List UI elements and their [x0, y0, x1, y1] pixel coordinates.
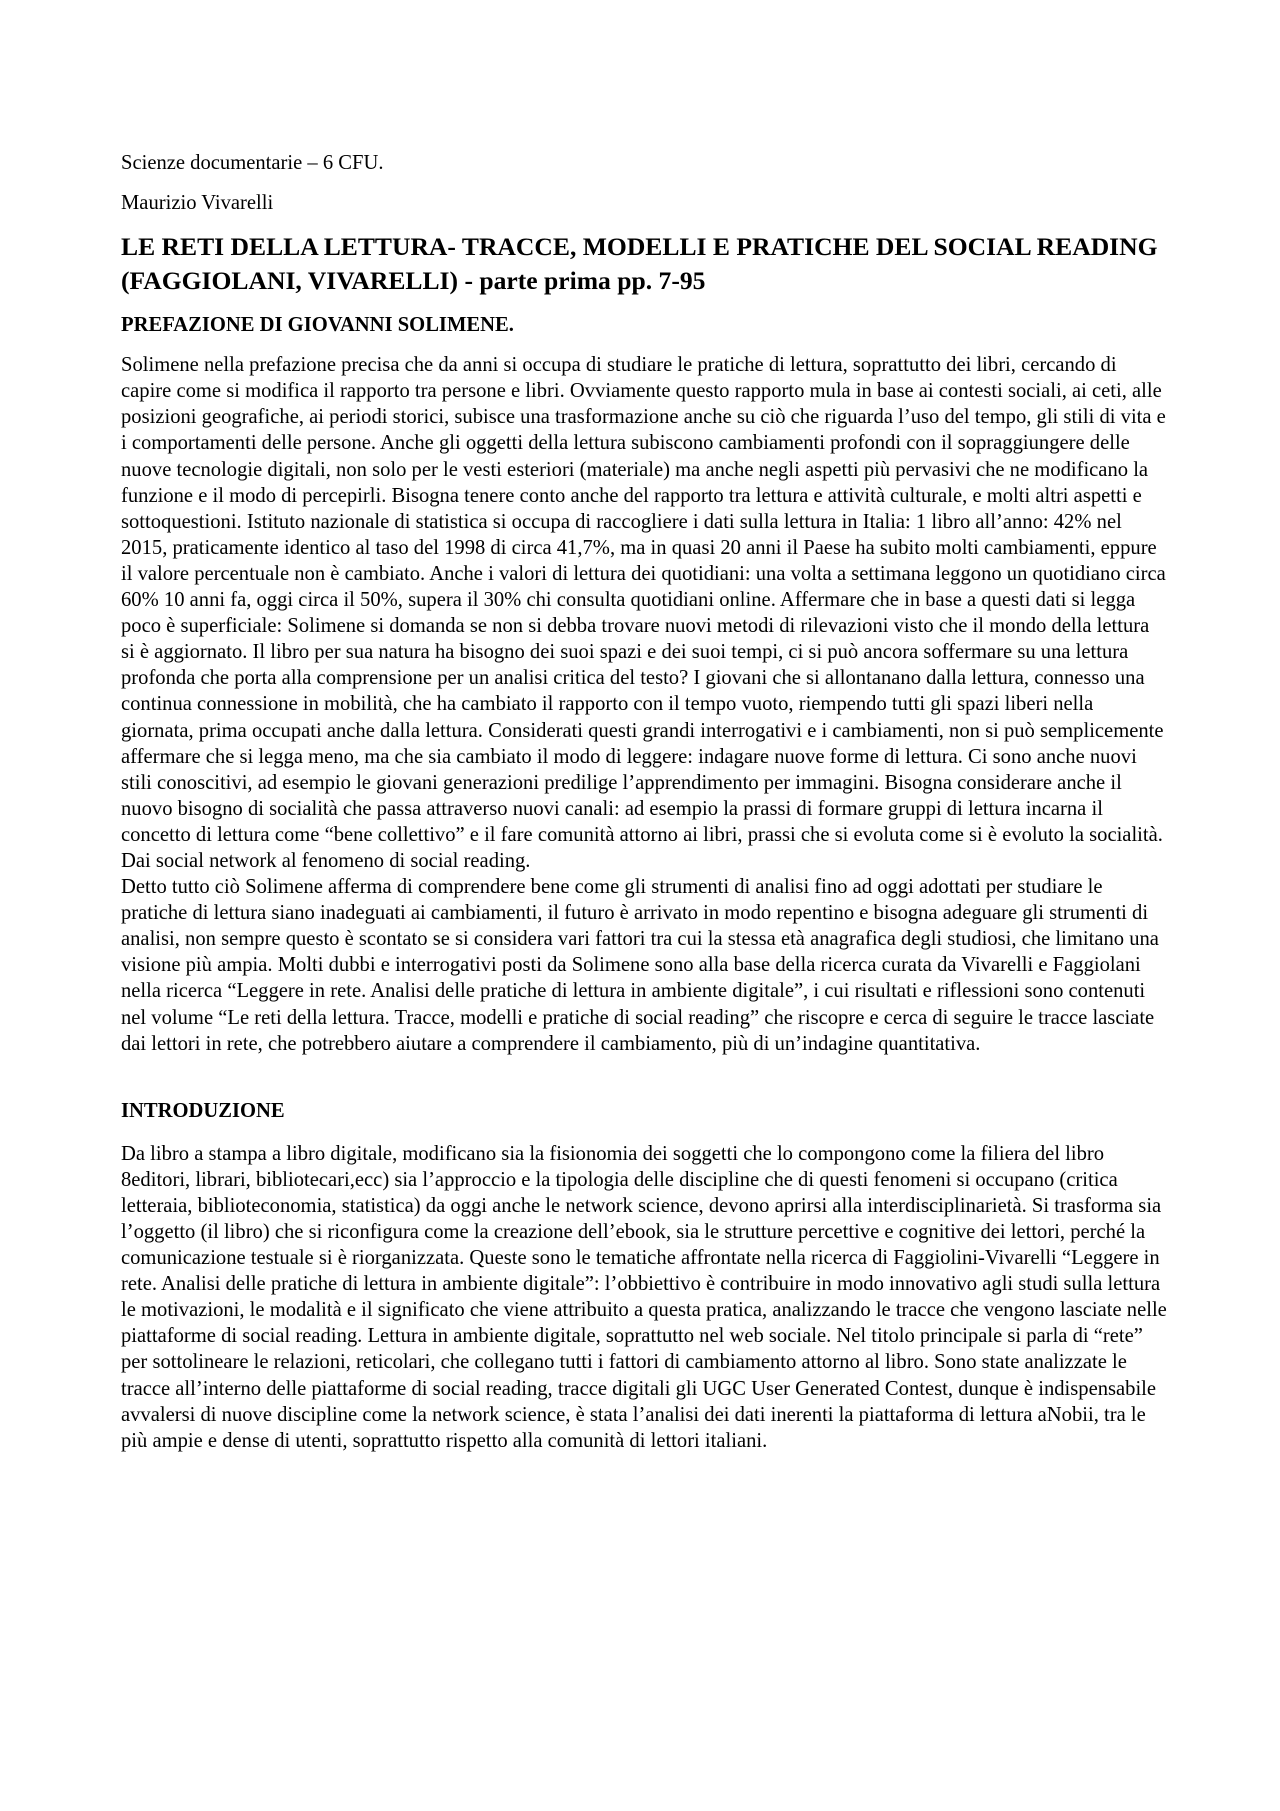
author-line: Maurizio Vivarelli	[121, 192, 274, 215]
section-heading-introduzione: INTRODUZIONE	[121, 1099, 285, 1122]
section-heading-prefazione: PREFAZIONE DI GIOVANNI SOLIMENE.	[121, 314, 514, 337]
course-line: Scienze documentarie – 6 CFU.	[121, 152, 384, 174]
paragraph: Detto tutto ciò Solimene afferma di comprendere bene come gli strumenti di analisi fino ad oggi adottati per studiare le pratiche di lettura siano inadeguati ai cambiamenti, il futuro è arrivato in modo repentino e bisogna adeguare gli strumenti di analisi, non sempre questo è scontato se si considera vari fattori tra cui la stessa età anagrafica degli studiosi, che limitano una visione più ampia. Molti dubbi e interrogativi posti da Solimene sono alla base della ricerca curata da Vivarelli e Faggiolani nella ricerca “Leggere in rete. Analisi delle pratiche di lettura in ambiente digitale”, i cui risultati e riflessioni sono contenuti nel volume “Le reti della lettura. Tracce, modelli e pratiche di social reading” che riscopre e cerca di seguire le tracce lasciate dai lettori in rete, che potrebbero aiutare a comprendere il cambiamento, più di un’indagine quantitativa.	[121, 876, 1159, 1055]
paragraph: Da libro a stampa a libro digitale, modificano sia la fisionomia dei soggetti che lo compongono come la filiera del libro 8editori, librari, bibliotecari,ecc) sia l’approccio e la tipologia delle discipline che di questi fenomeni si occupano (critica letteraia, biblioteconomia, statistica) da oggi anche le network science, devono aprirsi alla interdisciplinarietà. Si trasforma sia l’oggetto (il libro) che si riconfigura come la creazione dell’ebook, sia le strutture percettive e cognitive dei lettori, perché la comunicazione testuale si è riorganizzata. Queste sono le tematiche affrontate nella ricerca di Faggiolini-Vivarelli “Leggere in rete. Analisi delle pratiche di lettura in ambiente digitale”: l’obbiettivo è contribuire in modo innovativo agli studi sulla lettura le motivazioni, le modalità e il significato che viene attribuito a questa pratica, analizzando le tracce che vengono lasciate nelle piattaforme di social reading. Lettura in ambiente digitale, soprattutto nel web sociale. Nel titolo principale si parla di “rete” per sottolineare le relazioni, reticolari, che collegano tutti i fattori di cambiamento attorno al libro. Sono state analizzate le tracce all’interno delle piattaforme di social reading, tracce digitali gli UGC User Generated Contest, dunque è indispensabile avvalersi di nuove discipline come la network science, è stata l’analisi dei dati inerenti la piattaforma di lettura aNobii, tra le più ampie e dense di utenti, soprattutto rispetto alla comunità di lettori italiani.	[121, 1142, 1167, 1452]
section-spacer	[121, 1057, 1167, 1098]
document-page	[121, 150, 1167, 1454]
paragraph: Solimene nella prefazione precisa che da anni si occupa di studiare le pratiche di lettura, soprattutto dei libri, cercando di capire come si modifica il rapporto tra persone e libri. Ovviamente questo rapporto mula in base ai contesti sociali, ai ceti, alle posizioni geografiche, ai periodi storici, subisce una trasformazione anche su ciò che riguarda l’uso del tempo, gli stili di vita e i comportamenti delle persone. Anche gli oggetti della lettura subiscono cambiamenti profondi con il sopraggiungere delle nuove tecnologie digitali, non solo per le vesti esteriori (materiale) ma anche negli aspetti più pervasivi che ne modificano la funzione e il modo di percepirli. Bisogna tenere conto anche del rapporto tra lettura e attività culturale, e molti altri aspetti e sottoquestioni. Istituto nazionale di statistica si occupa di raccogliere i dati sulla lettura in Italia: 1 libro all’anno: 42% nel 2015, praticamente identico al taso del 1998 di circa 41,7%, ma in quasi 20 anni il Paese ha subito molti cambiamenti, eppure il valore percentuale non è cambiato. Anche i valori di lettura dei quotidiani: una volta a settimana leggono un quotidiano circa 60% 10 anni fa, oggi circa il 50%, supera il 30% chi consulta quotidiani online. Affermare che in base a questi dati si legga poco è superficiale: Solimene si domanda se non si debba trovare nuovi metodi di rilevazioni visto che il mondo della lettura si è aggiornato. Il libro per sua natura ha bisogno dei suoi spazi e dei suoi tempi, ci si può ancora soffermare su una lettura profonda che porta alla comprensione per un analisi critica del testo? I giovani che si allontanano dalla lettura, connesso una continua connessione in mobilità, che ha cambiato il rapporto con il tempo vuoto, riempendo tutti gli spazi liberi nella giornata, prima occupati anche dalla lettura. Considerati questi grandi interrogativi e i cambiamenti, non si può semplicemente affermare che si legga meno, ma che sia cambiato il modo di leggere: indagare nuove forme di lettura. Ci sono anche nuovi stili conoscitivi, ad esempio le giovani generazioni predilige l’apprendimento per immagini. Bisogna considerare anche il nuovo bisogno di socialità che passa attraverso nuovi canali: ad esempio la prassi di formare gruppi di lettura incarna il concetto di lettura come “bene collettivo” e il fare comunità attorno ai libri, prassi che si evoluta come si è evoluto la socialità. Dai social network al fenomeno di social reading.	[121, 354, 1166, 872]
document-title: LE RETI DELLA LETTURA- TRACCE, MODELLI E PRATICHE DEL SOCIAL READING (FAGGIOLANI, VIVARELLI) - parte prima pp. 7-95	[121, 232, 1158, 296]
